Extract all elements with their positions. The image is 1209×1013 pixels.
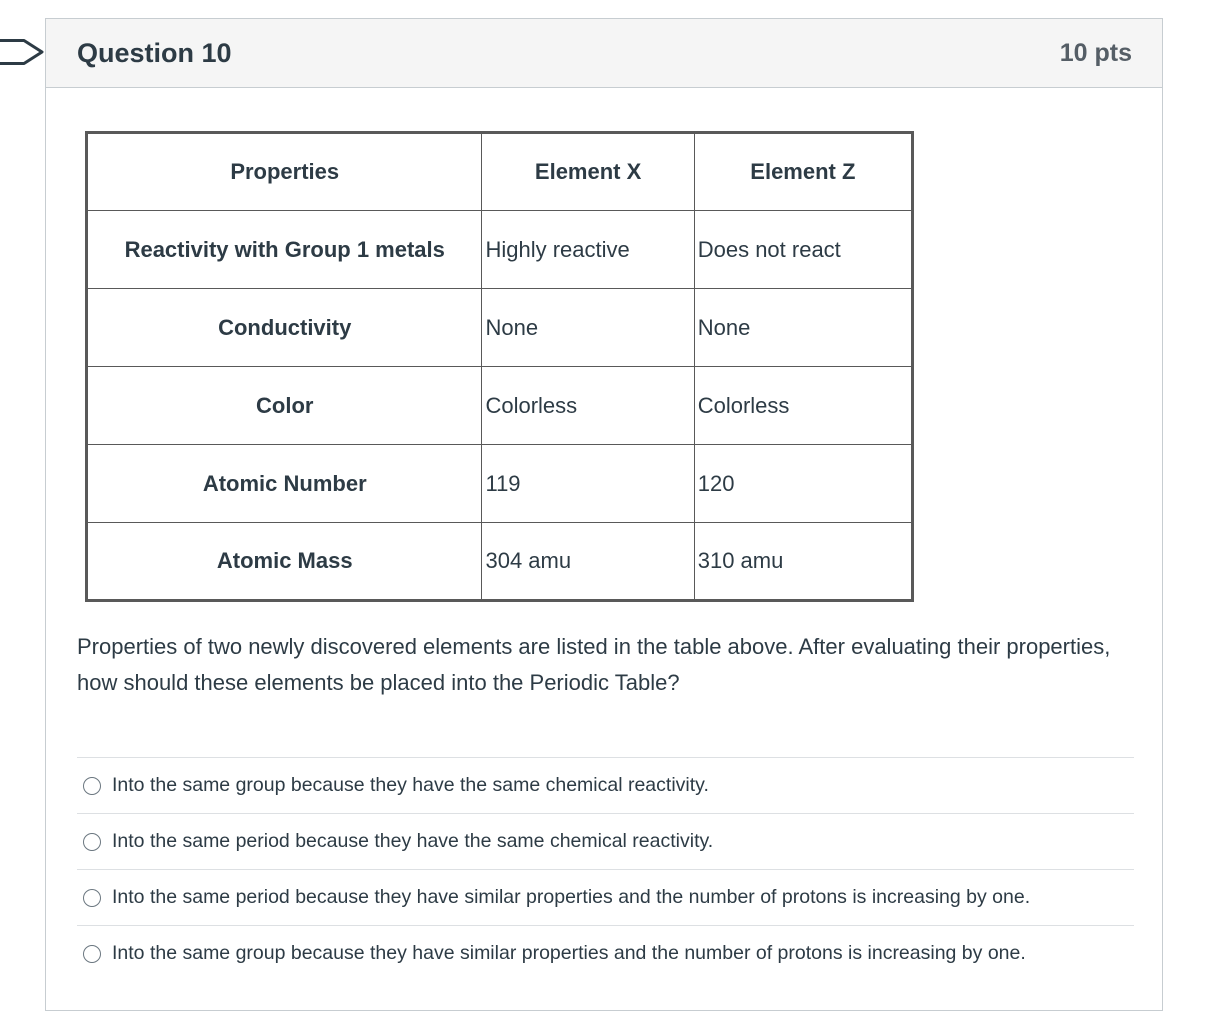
properties-table — [85, 131, 914, 602]
property-name-cell: Atomic Number — [87, 445, 482, 523]
table-row — [87, 211, 913, 289]
element-z-cell: Colorless — [694, 367, 912, 445]
answer-option[interactable] — [77, 869, 1134, 925]
question-header — [46, 19, 1162, 88]
element-x-cell: 304 amu — [482, 523, 694, 601]
answer-list — [77, 757, 1134, 981]
table-header-cell: Element Z — [694, 133, 912, 211]
element-x-cell: Highly reactive — [482, 211, 694, 289]
element-z-cell: 120 — [694, 445, 912, 523]
table-row — [87, 367, 913, 445]
answer-label[interactable]: Into the same group because they have similar properties and the number of protons is increasing by one. — [112, 942, 1026, 964]
flag-question-icon[interactable] — [0, 39, 44, 65]
radio-button[interactable] — [83, 833, 101, 851]
property-name-cell: Color — [87, 367, 482, 445]
property-name-cell: Atomic Mass — [87, 523, 482, 601]
question-title: Question 10 — [77, 37, 232, 68]
question-card — [45, 18, 1163, 1011]
table-row — [87, 445, 913, 523]
element-x-cell: None — [482, 289, 694, 367]
table-header-row — [87, 133, 913, 211]
element-z-cell: None — [694, 289, 912, 367]
answer-label[interactable]: Into the same group because they have the same chemical reactivity. — [112, 774, 709, 796]
answer-label[interactable]: Into the same period because they have similar properties and the number of protons is increasing by one. — [112, 886, 1031, 908]
answer-option[interactable] — [77, 757, 1134, 813]
radio-button[interactable] — [83, 945, 101, 963]
answer-option[interactable] — [77, 925, 1134, 981]
radio-button[interactable] — [83, 777, 101, 795]
table-header-cell: Element X — [482, 133, 694, 211]
element-z-cell: 310 amu — [694, 523, 912, 601]
answer-option[interactable] — [77, 813, 1134, 869]
question-points: 10 pts — [1059, 38, 1132, 67]
element-z-cell: Does not react — [694, 211, 912, 289]
answer-label[interactable]: Into the same period because they have the same chemical reactivity. — [112, 830, 714, 852]
radio-button[interactable] — [83, 889, 101, 907]
element-x-cell: Colorless — [482, 367, 694, 445]
table-header-cell: Properties — [87, 133, 482, 211]
property-name-cell: Conductivity — [87, 289, 482, 367]
question-text: Properties of two newly discovered elements are listed in the table above. After evaluating their properties, how should these elements be placed into the Periodic Table? — [77, 634, 1111, 695]
property-name-cell: Reactivity with Group 1 metals — [87, 211, 482, 289]
table-row — [87, 523, 913, 601]
table-row — [87, 289, 913, 367]
element-x-cell: 119 — [482, 445, 694, 523]
